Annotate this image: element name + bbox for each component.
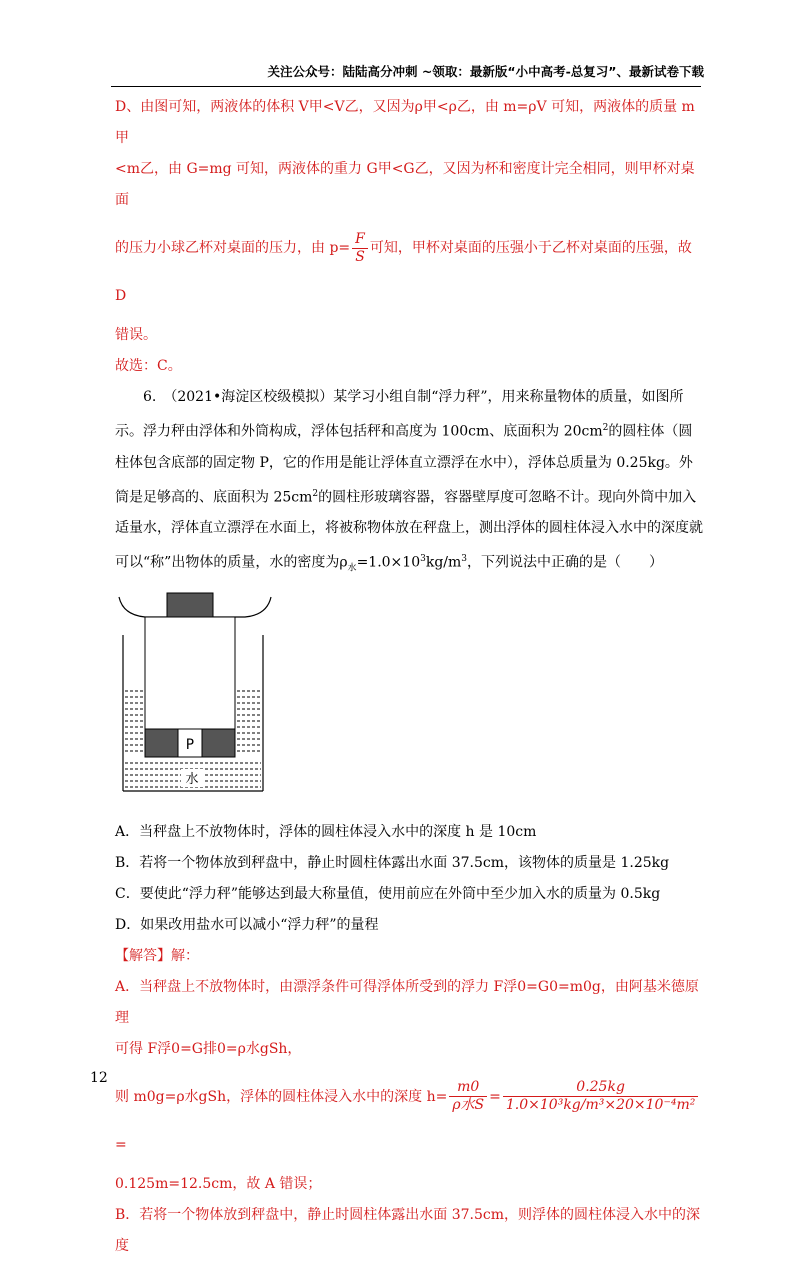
buoyancy-scale-figure: [117, 591, 277, 811]
water-label: 水: [185, 771, 199, 787]
superscript: 2: [602, 423, 609, 433]
text-segment: 的压力小球乙杯对桌面的压力，由 p=: [115, 240, 351, 256]
label-p: P: [185, 736, 195, 753]
text-segment: kg/m: [425, 554, 462, 571]
text-segment: =1.0×10: [356, 554, 421, 571]
option-b: B．若将一个物体放到秤盘中，静止时圆柱体露出水面 37.5cm，该物体的质量是 1.25kg: [115, 854, 670, 871]
document-body: [115, 92, 705, 1262]
text-segment: ，下列说法中正确的是（ ）: [467, 554, 664, 571]
fraction-denominator: S: [355, 248, 365, 265]
solution-a-formula: [115, 1073, 705, 1169]
option-c: C．要使此“浮力秤”能够达到最大称量值，使用前应在外筒中至少加入水的质量为 0.5kg: [115, 885, 661, 902]
solution-b-line-1: B．若将一个物体放到秤盘中，静止时圆柱体露出水面 37.5cm，则浮体的圆柱体浸入水中的深度: [115, 1206, 701, 1254]
option-d-analysis-line-3: [115, 224, 705, 320]
equals-sign: =: [489, 1088, 501, 1105]
fraction-numerator: 0.25kg: [503, 1079, 698, 1097]
superscript: 3: [420, 554, 426, 565]
text-segment: 可知，甲杯对桌面的压强小于乙杯对桌面的压强，故 D: [115, 240, 692, 304]
text-segment: 的圆柱体（圆柱体包含底部的固定物 P，它的作用是能让浮体直立漂浮在水中），浮体总质量为 0.25kg。外筒是足够高的、底面积为 25cm: [115, 423, 693, 506]
answer-line: 故选：C。: [115, 358, 182, 374]
subscript: 水: [347, 563, 357, 574]
previous-solution: [115, 92, 705, 382]
text-segment: 的圆柱形玻璃容器，容器壁厚度可忽略不计。现向外筒中加入适量水，浮体直立漂浮在水面上，将被称物体放在秤盘上，测出浮体的圆柱体浸入水中的深度就可以“称”出物体的质量，水的密度为ρ: [115, 489, 703, 571]
pressure-fraction: [352, 231, 368, 266]
solution-a-line-4: 0.125m=12.5cm，故 A 错误；: [115, 1175, 322, 1192]
water-lines-right: [237, 691, 261, 751]
fraction-numerator: m0: [449, 1079, 487, 1097]
value-fraction: [503, 1079, 698, 1114]
depth-fraction: [449, 1079, 487, 1114]
solution-heading: 【解答】解：: [115, 947, 199, 964]
fraction-denominator: ρ水S: [452, 1097, 485, 1114]
option-d: D．如果改用盐水可以减小“浮力秤”的量程: [115, 916, 379, 933]
option-a: A．当秤盘上不放物体时，浮体的圆柱体浸入水中的深度 h 是 10cm: [115, 823, 537, 840]
equals-sign: =: [115, 1136, 127, 1153]
page-header: 关注公众号：陆陆高分冲刺 ~领取：最新版“小中高考-总复习”、最新试卷下载: [267, 64, 704, 79]
question-6-stem: [115, 382, 705, 585]
solution: [115, 941, 705, 1262]
text-segment: 6. （2021•海淀区校级模拟）某学习小组自制“浮力秤”，用来称量物体的质量，如图所示。浮力秤由浮体和外筒构成，浮体包括秤和高度为 100cm、底面积为 20cm: [115, 389, 684, 440]
fraction-numerator: F: [352, 231, 368, 249]
water-lines-left: [125, 691, 143, 751]
superscript: 2: [312, 488, 319, 499]
option-d-analysis-line-2: <m乙，由 G=mg 可知，两液体的重力 G甲<G乙，又因为杯和密度计完全相同，则甲杯对桌面: [115, 161, 695, 208]
fraction-denominator: 1.0×10³kg/m³×20×10⁻⁴m²: [505, 1097, 696, 1114]
solution-a-line-1: A．当秤盘上不放物体时，由漂浮条件可得浮体所受到的浮力 F浮0=G0=m0g，由阿基米德原理: [115, 978, 699, 1026]
option-d-analysis-line-4: 错误。: [115, 327, 157, 343]
weight-block: [167, 593, 213, 617]
float-cylinder: [145, 617, 235, 729]
options-list: [115, 817, 705, 941]
page-number: 12: [90, 1070, 108, 1086]
superscript: 3: [461, 554, 468, 565]
solution-a-line-2: 可得 F浮0=G排0=ρ水gSh，: [115, 1040, 302, 1057]
option-d-analysis-line-1: D、由图可知，两液体的体积 V甲<V乙，又因为ρ甲<ρ乙，由 m=ρV 可知，两液体的质量 m甲: [115, 99, 695, 146]
buoyancy-scale-diagram: [117, 591, 277, 811]
text-segment: 则 m0g=ρ水gSh，浮体的圆柱体浸入水中的深度 h=: [115, 1088, 448, 1105]
header-divider: [111, 86, 701, 87]
